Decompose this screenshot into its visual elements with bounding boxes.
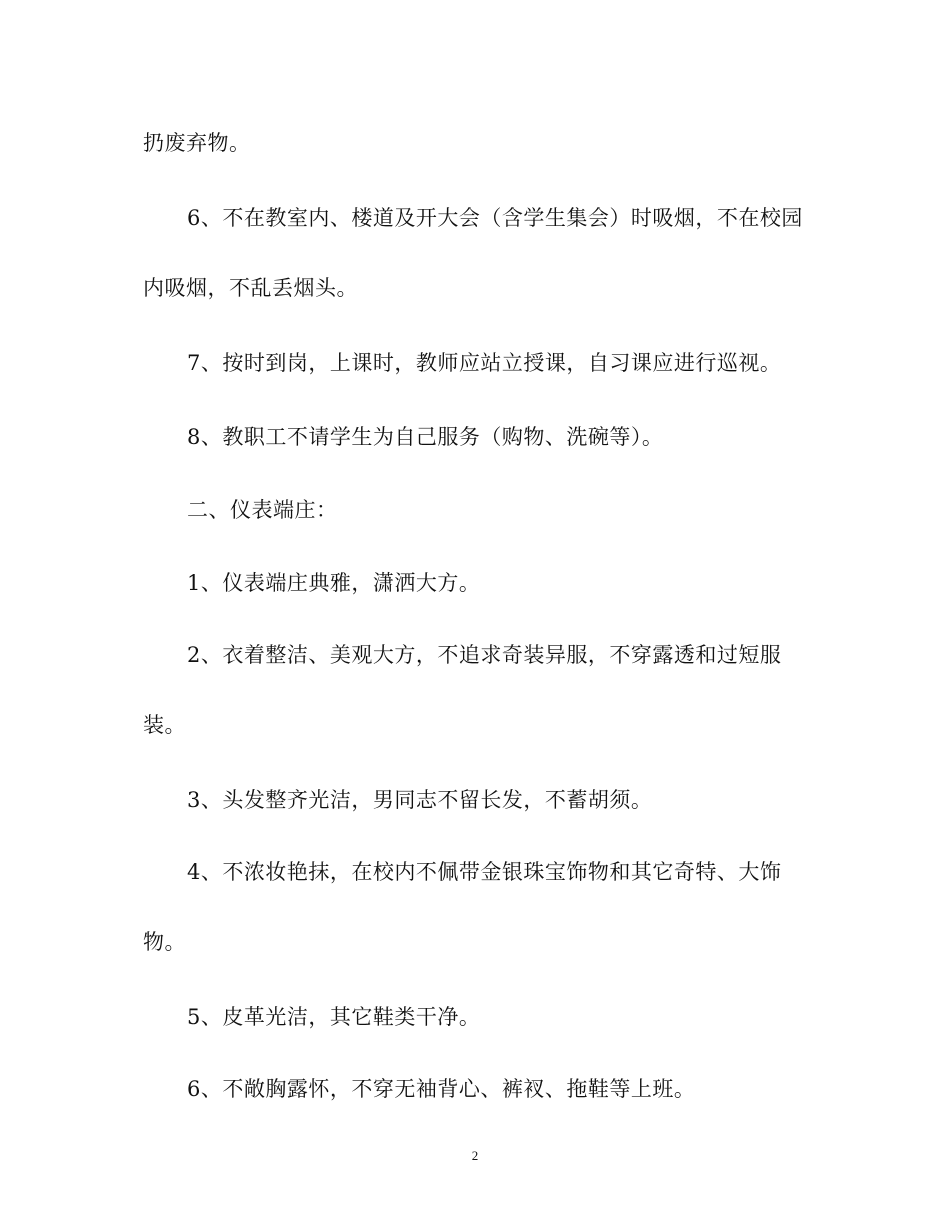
paragraph-line: 扔废弃物。	[143, 131, 251, 155]
paragraph-line: 1、仪表端庄典雅，潇洒大方。	[187, 571, 481, 595]
section-heading: 二、仪表端庄：	[187, 498, 338, 522]
paragraph-line: 6、不敞胸露怀，不穿无袖背心、裤衩、拖鞋等上班。	[187, 1077, 696, 1101]
paragraph-line: 8、教职工不请学生为自己服务（购物、洗碗等）。	[187, 425, 664, 449]
paragraph-line: 6、不在教室内、楼道及开大会（含学生集会）时吸烟，不在校园	[187, 206, 803, 230]
paragraph-line: 4、不浓妆艳抹，在校内不佩带金银珠宝饰物和其它奇特、大饰	[187, 860, 782, 884]
paragraph-line: 5、皮革光洁，其它鞋类干净。	[187, 1005, 481, 1029]
paragraph-line: 装。	[143, 713, 186, 737]
page-number: 2	[471, 1148, 479, 1163]
paragraph-line: 2、衣着整洁、美观大方，不追求奇装异服，不穿露透和过短服	[187, 643, 782, 667]
paragraph-line: 内吸烟，不乱丢烟头。	[143, 276, 358, 300]
paragraph-line: 3、头发整齐光洁，男同志不留长发，不蓄胡须。	[187, 788, 653, 812]
paragraph-line: 物。	[143, 930, 186, 954]
paragraph-line: 7、按时到岗，上课时，教师应站立授课，自习课应进行巡视。	[187, 351, 782, 375]
